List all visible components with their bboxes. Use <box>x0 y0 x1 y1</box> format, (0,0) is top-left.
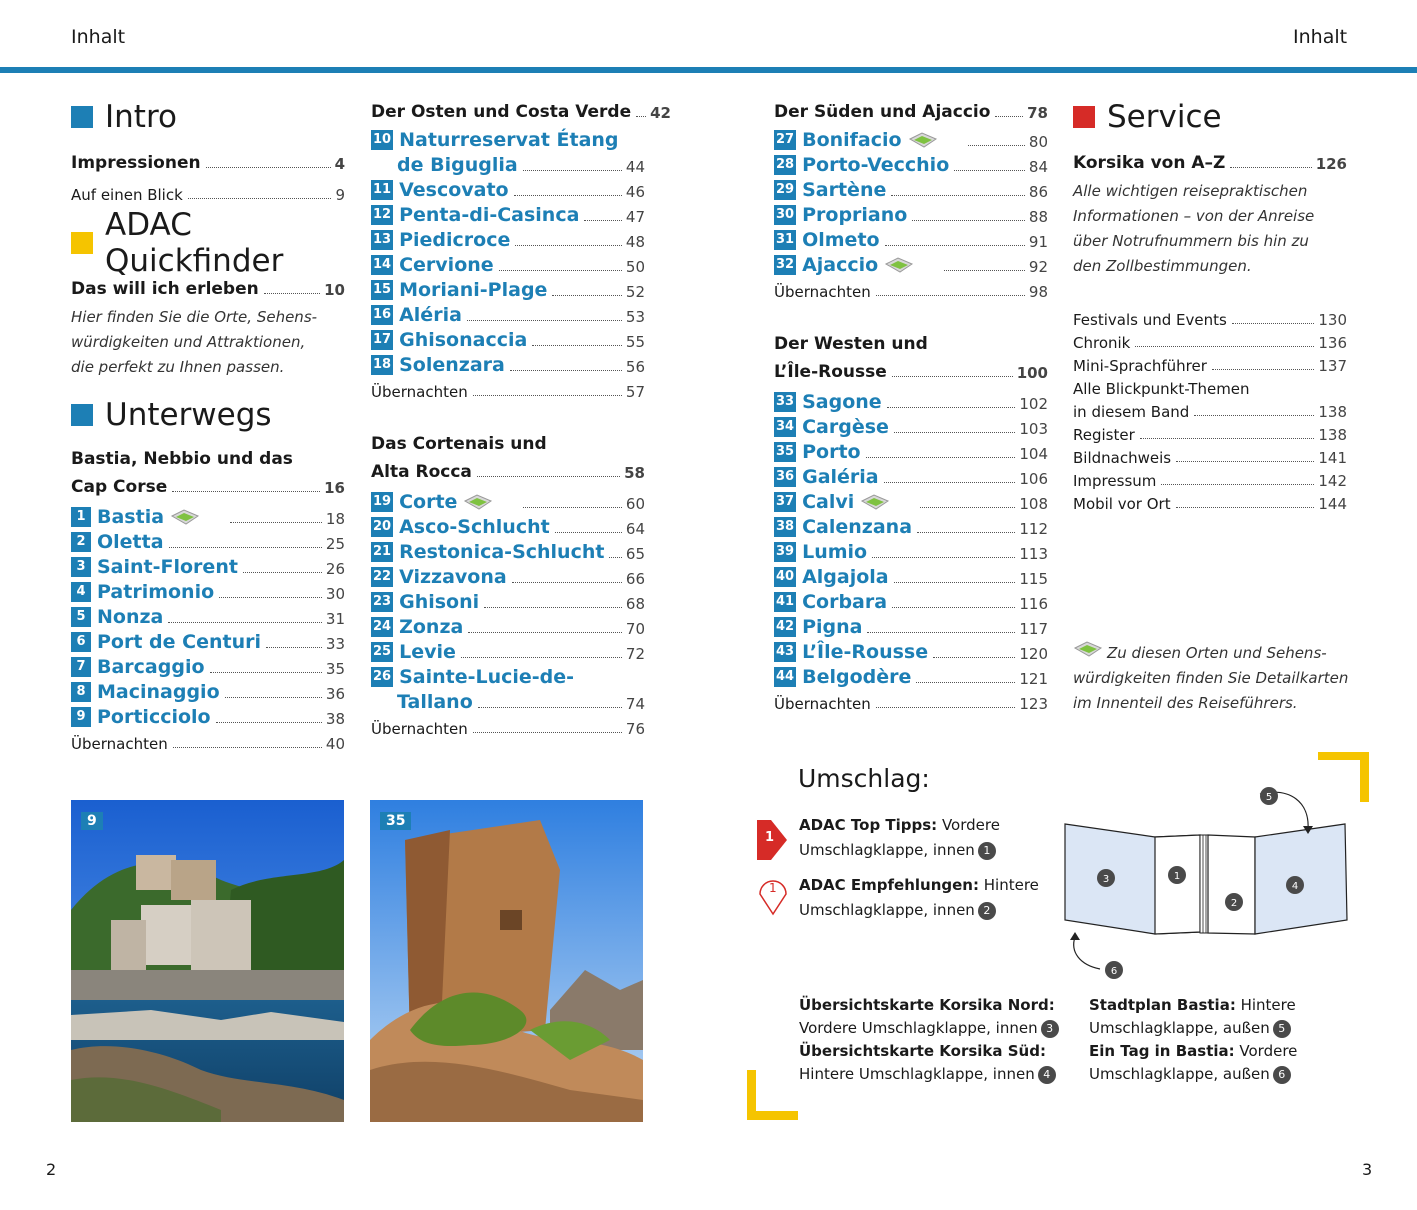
place-name: Levie <box>399 641 456 663</box>
toc-place-entry[interactable] <box>774 588 1048 613</box>
svg-text:6: 6 <box>1110 966 1118 977</box>
place-number-badge: 9 <box>71 707 91 727</box>
corner-bracket-bottom <box>747 1111 798 1120</box>
place-name: Ajaccio <box>802 254 879 276</box>
page-reference: 31 <box>325 610 345 628</box>
page-reference: 52 <box>625 283 645 301</box>
page-reference: 56 <box>625 358 645 376</box>
page-reference: 103 <box>1019 420 1048 438</box>
toc-place-entry[interactable] <box>774 438 1048 463</box>
detail-map-icon <box>463 493 493 511</box>
toc-entry[interactable]: Bildnachweis 141 <box>1073 449 1347 467</box>
place-name: Solenzara <box>399 354 505 376</box>
place-number-badge: 32 <box>774 255 796 275</box>
quickfinder-description: Hier finden Sie die Orte, Sehens- würdigkeiten und Attraktionen, die perfekt zu Ihnen passen. <box>71 308 318 376</box>
toc-place-entry[interactable] <box>371 176 645 201</box>
toc-entry[interactable]: Alta Rocca 58 <box>371 462 645 482</box>
toc-entry[interactable]: Der Osten und Costa Verde 42 <box>371 102 671 122</box>
place-name: Sartène <box>802 179 887 201</box>
section-unterwegs-heading: Unterwegs <box>71 394 345 436</box>
place-number-badge: 28 <box>774 155 796 175</box>
place-number-badge: 6 <box>71 632 91 652</box>
place-name: Algajola <box>802 566 889 588</box>
running-header-left: Inhalt <box>71 26 126 48</box>
place-number-badge: 5 <box>71 607 91 627</box>
place-name: Barcaggio <box>97 656 205 678</box>
header-rule <box>0 67 1417 73</box>
place-name: Asco-Schlucht <box>399 516 550 538</box>
toc-place-entry[interactable] <box>774 413 1048 438</box>
detail-map-icon <box>170 508 200 526</box>
place-number-badge: 37 <box>774 492 796 512</box>
place-name: Cargèse <box>802 416 889 438</box>
top-tipps-marker-icon: 1 <box>757 820 789 864</box>
toc-place-entry[interactable] <box>71 528 345 553</box>
running-header-right: Inhalt <box>1293 26 1348 48</box>
cover-top-tipps: ADAC Top Tipps: Vordere Umschlagklappe, innen 1 <box>799 816 1000 859</box>
page-reference: 68 <box>625 595 645 613</box>
toc-place-entry[interactable] <box>774 488 1048 513</box>
place-name: Port de Centuri <box>97 631 261 653</box>
toc-place-entry[interactable]: 26 Sainte-Lucie-de- <box>373 666 575 688</box>
number-circle-icon: 5 <box>1273 1020 1291 1038</box>
place-name: Ghisoni <box>399 591 480 613</box>
toc-entry[interactable]: in diesem Band 138 <box>1073 403 1347 421</box>
toc-place-entry-cont[interactable]: Tallano 74 <box>397 691 645 713</box>
page-reference: 65 <box>625 545 645 563</box>
cover-karte-nord: Übersichtskarte Korsika Nord: Vordere Umschlagklappe, innen 3 Übersichtskarte Korsika Süd: Hintere Umschlagklappe, innen 4 <box>799 994 1059 1086</box>
place-number-badge: 7 <box>71 657 91 677</box>
place-number-badge: 11 <box>371 180 393 200</box>
place-name: Patrimonio <box>97 581 215 603</box>
place-number-badge: 25 <box>371 642 393 662</box>
place-name: Nonza <box>97 606 164 628</box>
toc-entry-uebernachten[interactable]: Übernachten 98 <box>774 283 1048 301</box>
place-name: Olmeto <box>802 229 880 251</box>
toc-entry[interactable]: Impressum 142 <box>1073 472 1347 490</box>
place-name: Calenzana <box>802 516 913 538</box>
cover-stadtplan: Stadtplan Bastia: Hintere Umschlagklappe, außen 5 Ein Tag in Bastia: Vordere Umschlagklappe, außen 6 <box>1089 996 1298 1083</box>
toc-place-entry[interactable] <box>371 488 645 513</box>
toc-place-entry[interactable] <box>774 176 1048 201</box>
place-name: Saint-Florent <box>97 556 238 578</box>
place-name: Restonica-Schlucht <box>399 541 605 563</box>
svg-text:5: 5 <box>1265 792 1273 803</box>
toc-place-entry[interactable] <box>371 513 645 538</box>
page-reference: 104 <box>1019 445 1048 463</box>
toc-place-entry[interactable] <box>371 201 645 226</box>
toc-place-entry[interactable] <box>371 351 645 376</box>
page-reference: 30 <box>325 585 345 603</box>
place-name: Ghisonaccia <box>399 329 528 351</box>
place-name: Corte <box>399 491 458 513</box>
toc-place-entry[interactable] <box>371 638 645 663</box>
page-reference: 36 <box>325 685 345 703</box>
page-reference: 64 <box>625 520 645 538</box>
place-name: Pigna <box>802 616 863 638</box>
detail-map-icon <box>860 493 890 511</box>
photo-porticciolo <box>71 800 344 1122</box>
section-service-heading: Service <box>1073 96 1347 138</box>
page-reference: 47 <box>625 208 645 226</box>
place-name: L’Île-Rousse <box>802 641 929 663</box>
place-name: Belgodère <box>802 666 912 688</box>
place-number-badge: 30 <box>774 205 796 225</box>
genoese-tower-image <box>370 800 643 1122</box>
place-name: Aléria <box>399 304 462 326</box>
number-circle-icon: 6 <box>1273 1066 1291 1084</box>
place-name: Sagone <box>802 391 882 413</box>
place-name: Penta-di-Casinca <box>399 204 580 226</box>
place-number-badge: 39 <box>774 542 796 562</box>
toc-entry[interactable]: Mobil vor Ort 144 <box>1073 495 1347 513</box>
number-circle-icon: 1 <box>978 842 996 860</box>
toc-place-entry[interactable] <box>71 503 345 528</box>
place-number-badge: 19 <box>371 492 393 512</box>
toc-column-3 <box>774 97 1048 713</box>
page-reference: 121 <box>1019 670 1048 688</box>
umschlag-title: Umschlag: <box>798 764 930 793</box>
toc-place-entry[interactable] <box>774 638 1048 663</box>
detail-map-icon <box>1073 640 1103 658</box>
toc-place-entry[interactable] <box>71 628 345 653</box>
page-reference: 120 <box>1019 645 1048 663</box>
place-number-badge: 43 <box>774 642 796 662</box>
blue-square-icon <box>71 404 93 426</box>
page-reference: 70 <box>625 620 645 638</box>
toc-entry[interactable]: Chronik 136 <box>1073 334 1347 352</box>
place-number-badge: 12 <box>371 205 393 225</box>
red-square-icon <box>1073 106 1095 128</box>
toc-entry[interactable]: Korsika von A–Z 126 <box>1073 153 1347 173</box>
place-number-badge: 38 <box>774 517 796 537</box>
svg-text:2: 2 <box>1230 898 1238 909</box>
place-number-badge: 3 <box>71 557 91 577</box>
blue-square-icon <box>71 106 93 128</box>
place-name: Porto <box>802 441 861 463</box>
place-number-badge: 8 <box>71 682 91 702</box>
place-number-badge: 40 <box>774 567 796 587</box>
svg-text:3: 3 <box>1102 874 1110 885</box>
photo-number-badge: 9 <box>81 812 103 830</box>
page-reference: 86 <box>1028 183 1048 201</box>
toc-place-entry[interactable] <box>774 563 1048 588</box>
toc-place-entry[interactable] <box>71 603 345 628</box>
place-number-badge: 27 <box>774 130 796 150</box>
place-number-badge: 21 <box>371 542 393 562</box>
detail-map-icon <box>908 131 938 149</box>
toc-place-entry[interactable] <box>371 563 645 588</box>
page-reference: 33 <box>325 635 345 653</box>
cover-fold-diagram <box>1060 782 1360 982</box>
page-number-right: 3 <box>1362 1160 1373 1179</box>
page-reference: 115 <box>1019 570 1048 588</box>
corner-bracket-top-vertical <box>1360 752 1369 802</box>
svg-text:1: 1 <box>1173 871 1181 882</box>
place-number-badge: 36 <box>774 467 796 487</box>
place-name: Calvi <box>802 491 855 513</box>
toc-place-entry[interactable] <box>774 226 1048 251</box>
place-number-badge: 13 <box>371 230 393 250</box>
toc-entry[interactable]: Cap Corse 16 <box>71 477 345 497</box>
place-number-badge: 35 <box>774 442 796 462</box>
page-reference: 48 <box>625 233 645 251</box>
place-number-badge: 2 <box>71 532 91 552</box>
toc-entry[interactable]: Mini-Sprachführer 137 <box>1073 357 1347 375</box>
place-name: Bonifacio <box>802 129 902 151</box>
number-circle-icon: 3 <box>1041 1020 1059 1038</box>
page-reference: 108 <box>1019 495 1048 513</box>
place-number-badge: 22 <box>371 567 393 587</box>
page-reference: 112 <box>1019 520 1048 538</box>
toc-place-entry[interactable] <box>774 151 1048 176</box>
svg-text:4: 4 <box>1291 881 1299 892</box>
toc-entry[interactable]: Festivals und Events 130 <box>1073 311 1347 329</box>
place-number-badge: 17 <box>371 330 393 350</box>
toc-place-entry[interactable] <box>774 463 1048 488</box>
page-reference: 25 <box>325 535 345 553</box>
toc-place-entry[interactable] <box>371 226 645 251</box>
page-reference: 72 <box>625 645 645 663</box>
place-number-badge: 18 <box>371 355 393 375</box>
map-note: Zu diesen Orten und Sehens- würdigkeiten finden Sie Detailkarten im Innenteil des Reiseführers. <box>1073 640 1363 716</box>
section-intro-heading: Intro <box>71 96 345 138</box>
number-circle-icon: 2 <box>978 902 996 920</box>
toc-place-entry[interactable] <box>371 301 645 326</box>
toc-place-entry[interactable] <box>371 588 645 613</box>
number-circle-icon: 4 <box>1038 1066 1056 1084</box>
place-name: Piedicroce <box>399 229 511 251</box>
place-name: Vizzavona <box>399 566 507 588</box>
toc-entry-uebernachten[interactable]: Übernachten 40 <box>71 735 345 753</box>
place-name: Porto-Vecchio <box>802 154 950 176</box>
toc-column-2 <box>371 97 671 738</box>
place-name: Corbara <box>802 591 888 613</box>
page-reference: 84 <box>1028 158 1048 176</box>
region-title: Das Cortenais und <box>371 434 547 454</box>
place-name: Propriano <box>802 204 908 226</box>
place-name: Galéria <box>802 466 879 488</box>
place-number-badge: 41 <box>774 592 796 612</box>
toc-place-entry-cont[interactable]: de Biguglia 44 <box>397 154 645 176</box>
page-reference: 18 <box>325 510 345 528</box>
place-name: Moriani-Plage <box>399 279 548 301</box>
page-reference: 60 <box>625 495 645 513</box>
page-reference: 113 <box>1019 545 1048 563</box>
page-reference: 26 <box>325 560 345 578</box>
toc-place-entry[interactable] <box>71 678 345 703</box>
place-name: Macinaggio <box>97 681 220 703</box>
toc-place-entry[interactable] <box>774 251 1048 276</box>
page-reference: 102 <box>1019 395 1048 413</box>
place-number-badge: 14 <box>371 255 393 275</box>
toc-entry[interactable]: Der Süden und Ajaccio 78 <box>774 102 1048 122</box>
page-reference: 53 <box>625 308 645 326</box>
place-name: Oletta <box>97 531 164 553</box>
toc-place-entry[interactable] <box>371 538 645 563</box>
page-reference: 66 <box>625 570 645 588</box>
page-reference: 46 <box>625 183 645 201</box>
place-number-badge: 31 <box>774 230 796 250</box>
page-reference: 35 <box>325 660 345 678</box>
place-number-badge: 16 <box>371 305 393 325</box>
toc-entry-uebernachten[interactable]: Übernachten 123 <box>774 695 1048 713</box>
toc-entry[interactable]: Register 138 <box>1073 426 1347 444</box>
section-quickfinder-heading: ADAC Quickfinder <box>71 222 345 264</box>
toc-place-entry[interactable] <box>774 201 1048 226</box>
page-reference: 106 <box>1019 470 1048 488</box>
toc-place-entry[interactable] <box>71 553 345 578</box>
place-number-badge: 23 <box>371 592 393 612</box>
toc-entry[interactable]: L’Île-Rousse 100 <box>774 362 1048 382</box>
place-name: Vescovato <box>399 179 509 201</box>
toc-place-entry[interactable] <box>774 613 1048 638</box>
place-name: Bastia <box>97 506 165 528</box>
toc-place-entry[interactable] <box>774 513 1048 538</box>
photo-porto <box>370 800 643 1122</box>
toc-place-entry[interactable] <box>71 653 345 678</box>
page-number-left: 2 <box>46 1160 57 1179</box>
page-reference: 88 <box>1028 208 1048 226</box>
service-description: Alle wichtigen reisepraktischen Informationen – von der Anreise über Notrufnummern bis hin zu den Zollbestimmungen. <box>1073 182 1315 275</box>
region-title: Bastia, Nebbio und das <box>71 449 293 469</box>
page-reference: 91 <box>1028 233 1048 251</box>
toc-place-entry[interactable] <box>774 388 1048 413</box>
toc-entry[interactable]: Auf einen Blick 9 <box>71 186 345 204</box>
toc-entry-uebernachten[interactable]: Übernachten 76 <box>371 720 645 738</box>
village-coast-image <box>71 800 344 1122</box>
page-reference: 55 <box>625 333 645 351</box>
toc-place-entry[interactable] <box>371 613 645 638</box>
photo-number-badge: 35 <box>380 812 411 830</box>
place-name: Porticciolo <box>97 706 211 728</box>
place-number-badge: 34 <box>774 417 796 437</box>
place-number-badge: 24 <box>371 617 393 637</box>
page-reference: 38 <box>325 710 345 728</box>
place-number-badge: 44 <box>774 667 796 687</box>
page-reference: 80 <box>1028 133 1048 151</box>
page-reference: 116 <box>1019 595 1048 613</box>
toc-place-entry[interactable] <box>71 703 345 728</box>
place-name: Lumio <box>802 541 868 563</box>
place-number-badge: 4 <box>71 582 91 602</box>
toc-place-entry[interactable] <box>371 326 645 351</box>
toc-place-entry[interactable] <box>371 276 645 301</box>
cover-empfehlungen: ADAC Empfehlungen: Hintere Umschlagklappe, innen 2 <box>799 876 1039 919</box>
toc-entry[interactable]: Das will ich erleben 10 <box>71 279 345 299</box>
page-reference: 92 <box>1028 258 1048 276</box>
place-number-badge: 29 <box>774 180 796 200</box>
place-number-badge: 1 <box>71 507 91 527</box>
place-number-badge: 33 <box>774 392 796 412</box>
toc-place-entry[interactable] <box>774 663 1048 688</box>
toc-place-entry[interactable] <box>774 538 1048 563</box>
toc-place-entry[interactable] <box>71 578 345 603</box>
toc-column-1 <box>71 96 345 753</box>
place-name: Cervione <box>399 254 494 276</box>
toc-entry-uebernachten[interactable]: Übernachten 57 <box>371 383 645 401</box>
toc-entry-line: Alle Blickpunkt-Themen <box>1073 380 1250 398</box>
toc-place-entry[interactable] <box>371 251 645 276</box>
page-reference: 117 <box>1019 620 1048 638</box>
toc-column-service <box>1073 96 1349 712</box>
empfehlungen-marker-icon: 1 <box>757 876 789 920</box>
place-name: Zonza <box>399 616 464 638</box>
place-number-badge: 42 <box>774 617 796 637</box>
place-number-badge: 15 <box>371 280 393 300</box>
region-title: Der Westen und <box>774 334 928 354</box>
toc-place-entry[interactable] <box>774 126 1048 151</box>
yellow-square-icon <box>71 232 93 254</box>
toc-place-entry[interactable]: 10 Naturreservat Étang <box>373 129 619 151</box>
toc-entry[interactable]: Impressionen 4 <box>71 153 345 173</box>
detail-map-icon <box>884 256 914 274</box>
place-number-badge: 20 <box>371 517 393 537</box>
page-reference: 50 <box>625 258 645 276</box>
